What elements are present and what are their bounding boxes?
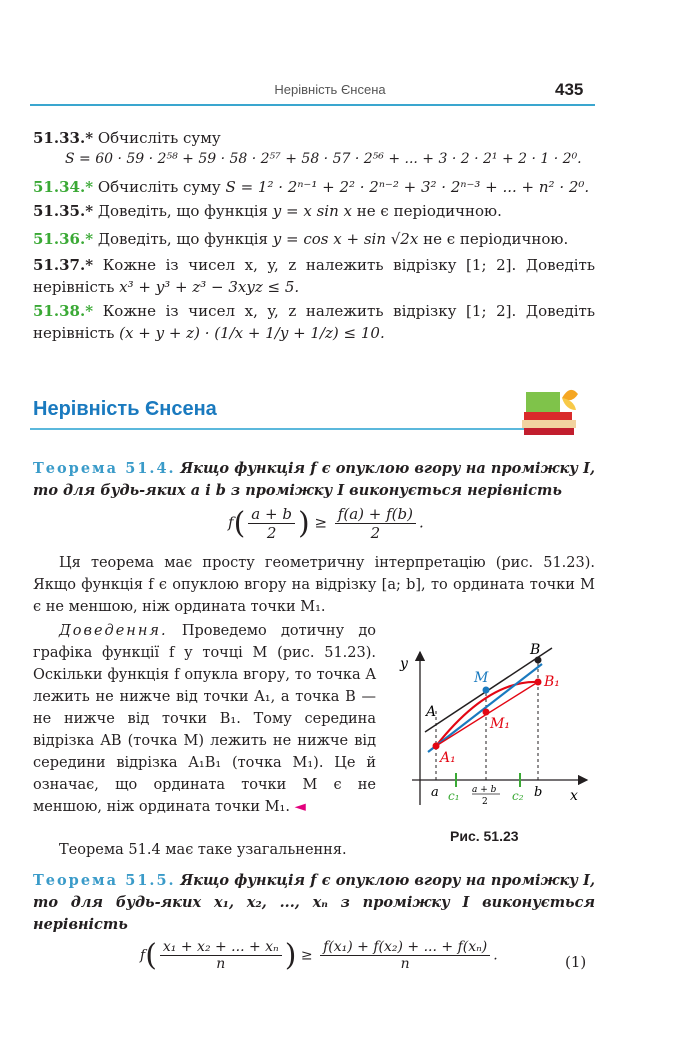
section-title: Нерівність Єнсена (33, 398, 217, 420)
exercise-formula: S = 1² · 2ⁿ⁻¹ + 2² · 2ⁿ⁻² + 3² · 2ⁿ⁻³ + ... + n² · 2⁰. (225, 178, 590, 196)
equation-number: (1) (565, 953, 587, 971)
label-mid-den: 2 (482, 797, 488, 807)
header-divider (30, 104, 595, 106)
exercise-number: 51.35.* (33, 202, 94, 220)
label-B1: B₁ (544, 674, 560, 690)
fraction-denominator: n (216, 956, 226, 972)
point-A1 (433, 743, 440, 750)
exercise-text: Кожне із чисел x, y, z належить відрізку [1; 2]. Доведіть нерівність (33, 302, 595, 342)
label-M: M (474, 670, 489, 686)
theorem-51-5-formula: f( $\frac{\text{x₁ + x₂ + ... + xₙ}}{n}$ ) ≥ $\frac{\text{f(x₁) + f(x₂) + ... + f(xₙ)}}{n}$ . (140, 938, 498, 973)
figure-51-23 (392, 640, 592, 820)
exercise-text: Обчисліть суму (97, 178, 221, 196)
exercise-51-35 (33, 200, 595, 222)
books-icon-book (522, 420, 576, 428)
fraction-denominator: 2 (266, 524, 277, 542)
paren: ( (233, 506, 246, 541)
point-B1 (535, 679, 542, 686)
exercise-text: Доведіть, що функція (97, 230, 268, 248)
interpretation-paragraph: Ця теорема має просту геометричну інтерпретацію (рис. 51.23). Якщо функція f є опуклою вгору на відрізку [a; b], то ордината точки M є не меншою, ніж ордината точки M₁. (33, 555, 595, 615)
section-divider (30, 428, 530, 430)
label-x: x (570, 788, 578, 804)
label-A: A (426, 704, 437, 720)
proof-paragraph (33, 620, 376, 818)
label-B: B (530, 642, 541, 658)
theorem-51-5 (33, 870, 595, 936)
label-b: b (534, 785, 543, 800)
fraction-denominator: 2 (370, 524, 381, 542)
label-A1: A₁ (440, 750, 456, 766)
exercise-number: 51.33.* (33, 129, 94, 147)
f-symbol: f (228, 513, 234, 532)
exercise-formula: S = 60 · 59 · 2⁵⁸ + 59 · 58 · 2⁵⁷ + 58 · 57 · 2⁵⁶ + ... + 3 · 2 · 2¹ + 2 · 1 · 2⁰. (65, 151, 582, 167)
fraction (320, 939, 490, 972)
paren: ) (284, 938, 297, 973)
paren: ( (145, 938, 157, 973)
exercise-number: 51.36.* (33, 230, 94, 248)
label-c2: c₂ (512, 789, 524, 803)
geq-sign: ≥ (314, 513, 328, 532)
exercise-formula: x³ + y³ + z³ − 3xyz ≤ 5. (119, 278, 300, 296)
exercise-tail: не є періодичною. (423, 230, 569, 248)
exercise-51-33 (33, 127, 595, 149)
fraction-numerator: a + b (248, 505, 295, 524)
paren: ) (297, 506, 310, 541)
fraction-numerator: f(a) + f(b) (335, 505, 416, 524)
exercise-formula: y = x sin x (272, 202, 352, 220)
exercise-formula: (x + y + z) · (1/x + 1/y + 1/z) ≤ 10. (119, 324, 385, 342)
exercise-number: 51.38.* (33, 302, 94, 320)
label-M1: M₁ (490, 716, 510, 732)
fraction (160, 939, 282, 972)
proof-text: Проведемо дотичну до графіка функції f у точці M (рис. 51.23). Оскільки функція f опукла вгору, то точка A лежить не нижче від точки A₁, а точка B — не нижче від точки B₁. Тому середина відрізка AB (точка M) лежить не нижче від середини відрізка A₁B₁ (точка M₁). Це й означає, що ордината точки M є не меншою, ніж ордината точки M₁. (33, 623, 377, 815)
figure-caption: Рис. 51.23 (450, 828, 519, 844)
books-icon-book (524, 428, 574, 435)
point-M (483, 687, 490, 694)
exercise-text: Доведіть, що функція (97, 202, 268, 220)
books-icon-book (524, 412, 572, 420)
fraction-numerator: x₁ + x₂ + ... + xₙ (160, 939, 282, 956)
exercise-formula: y = cos x + sin √2x (272, 230, 419, 248)
exercise-51-34 (33, 176, 595, 198)
fraction-denominator: n (400, 956, 410, 972)
fraction (248, 505, 295, 542)
exercise-51-36 (33, 228, 595, 250)
books-icon (520, 382, 590, 437)
label-a: a (431, 785, 439, 800)
fraction-numerator: f(x₁) + f(x₂) + ... + f(xₙ) (320, 939, 490, 956)
exercise-51-38 (33, 300, 595, 344)
label-c1: c₁ (448, 789, 460, 803)
qed-icon: ◄ (294, 799, 306, 815)
point-M1 (483, 709, 490, 716)
geq-sign: ≥ (300, 947, 313, 964)
label-y: y (400, 656, 408, 672)
f-symbol: f (140, 947, 146, 964)
exercise-text: Обчисліть суму (97, 129, 221, 147)
exercise-tail: не є періодичною. (356, 202, 502, 220)
exercise-number: 51.37.* (33, 256, 94, 274)
exercise-text: Кожне із чисел x, y, z належить відрізку [1; 2]. Доведіть нерівність (33, 256, 595, 296)
theorem-statement: Якщо функція f є опуклою вгору на проміжку I, то для будь-яких x₁, x₂, ..., xₙ з проміжку I виконується нерівність (33, 872, 595, 933)
running-title: Нерівність Єнсена (274, 82, 386, 97)
proof-label: Доведення. (59, 623, 168, 639)
theorem-label: Теорема 51.4. (33, 460, 176, 477)
theorem-statement: Якщо функція f є опуклою вгору на проміжку I, то для будь-яких a і b з проміжку I виконується нерівність (33, 460, 595, 499)
theorem-51-4 (33, 458, 595, 502)
generalization-paragraph: Теорема 51.4 має таке узагальнення. (59, 842, 347, 858)
label-mid-num: a + b (472, 785, 497, 795)
fraction (335, 505, 416, 542)
theorem-label: Теорема 51.5. (33, 872, 176, 889)
theorem-51-4-formula: f( $\frac{a + b}{2}$ ) ≥ $\frac{f(a) + f(b)}{2}$ . (228, 505, 424, 542)
exercise-number: 51.34.* (33, 178, 94, 196)
exercise-51-37 (33, 254, 595, 298)
page-number: 435 (555, 80, 584, 99)
